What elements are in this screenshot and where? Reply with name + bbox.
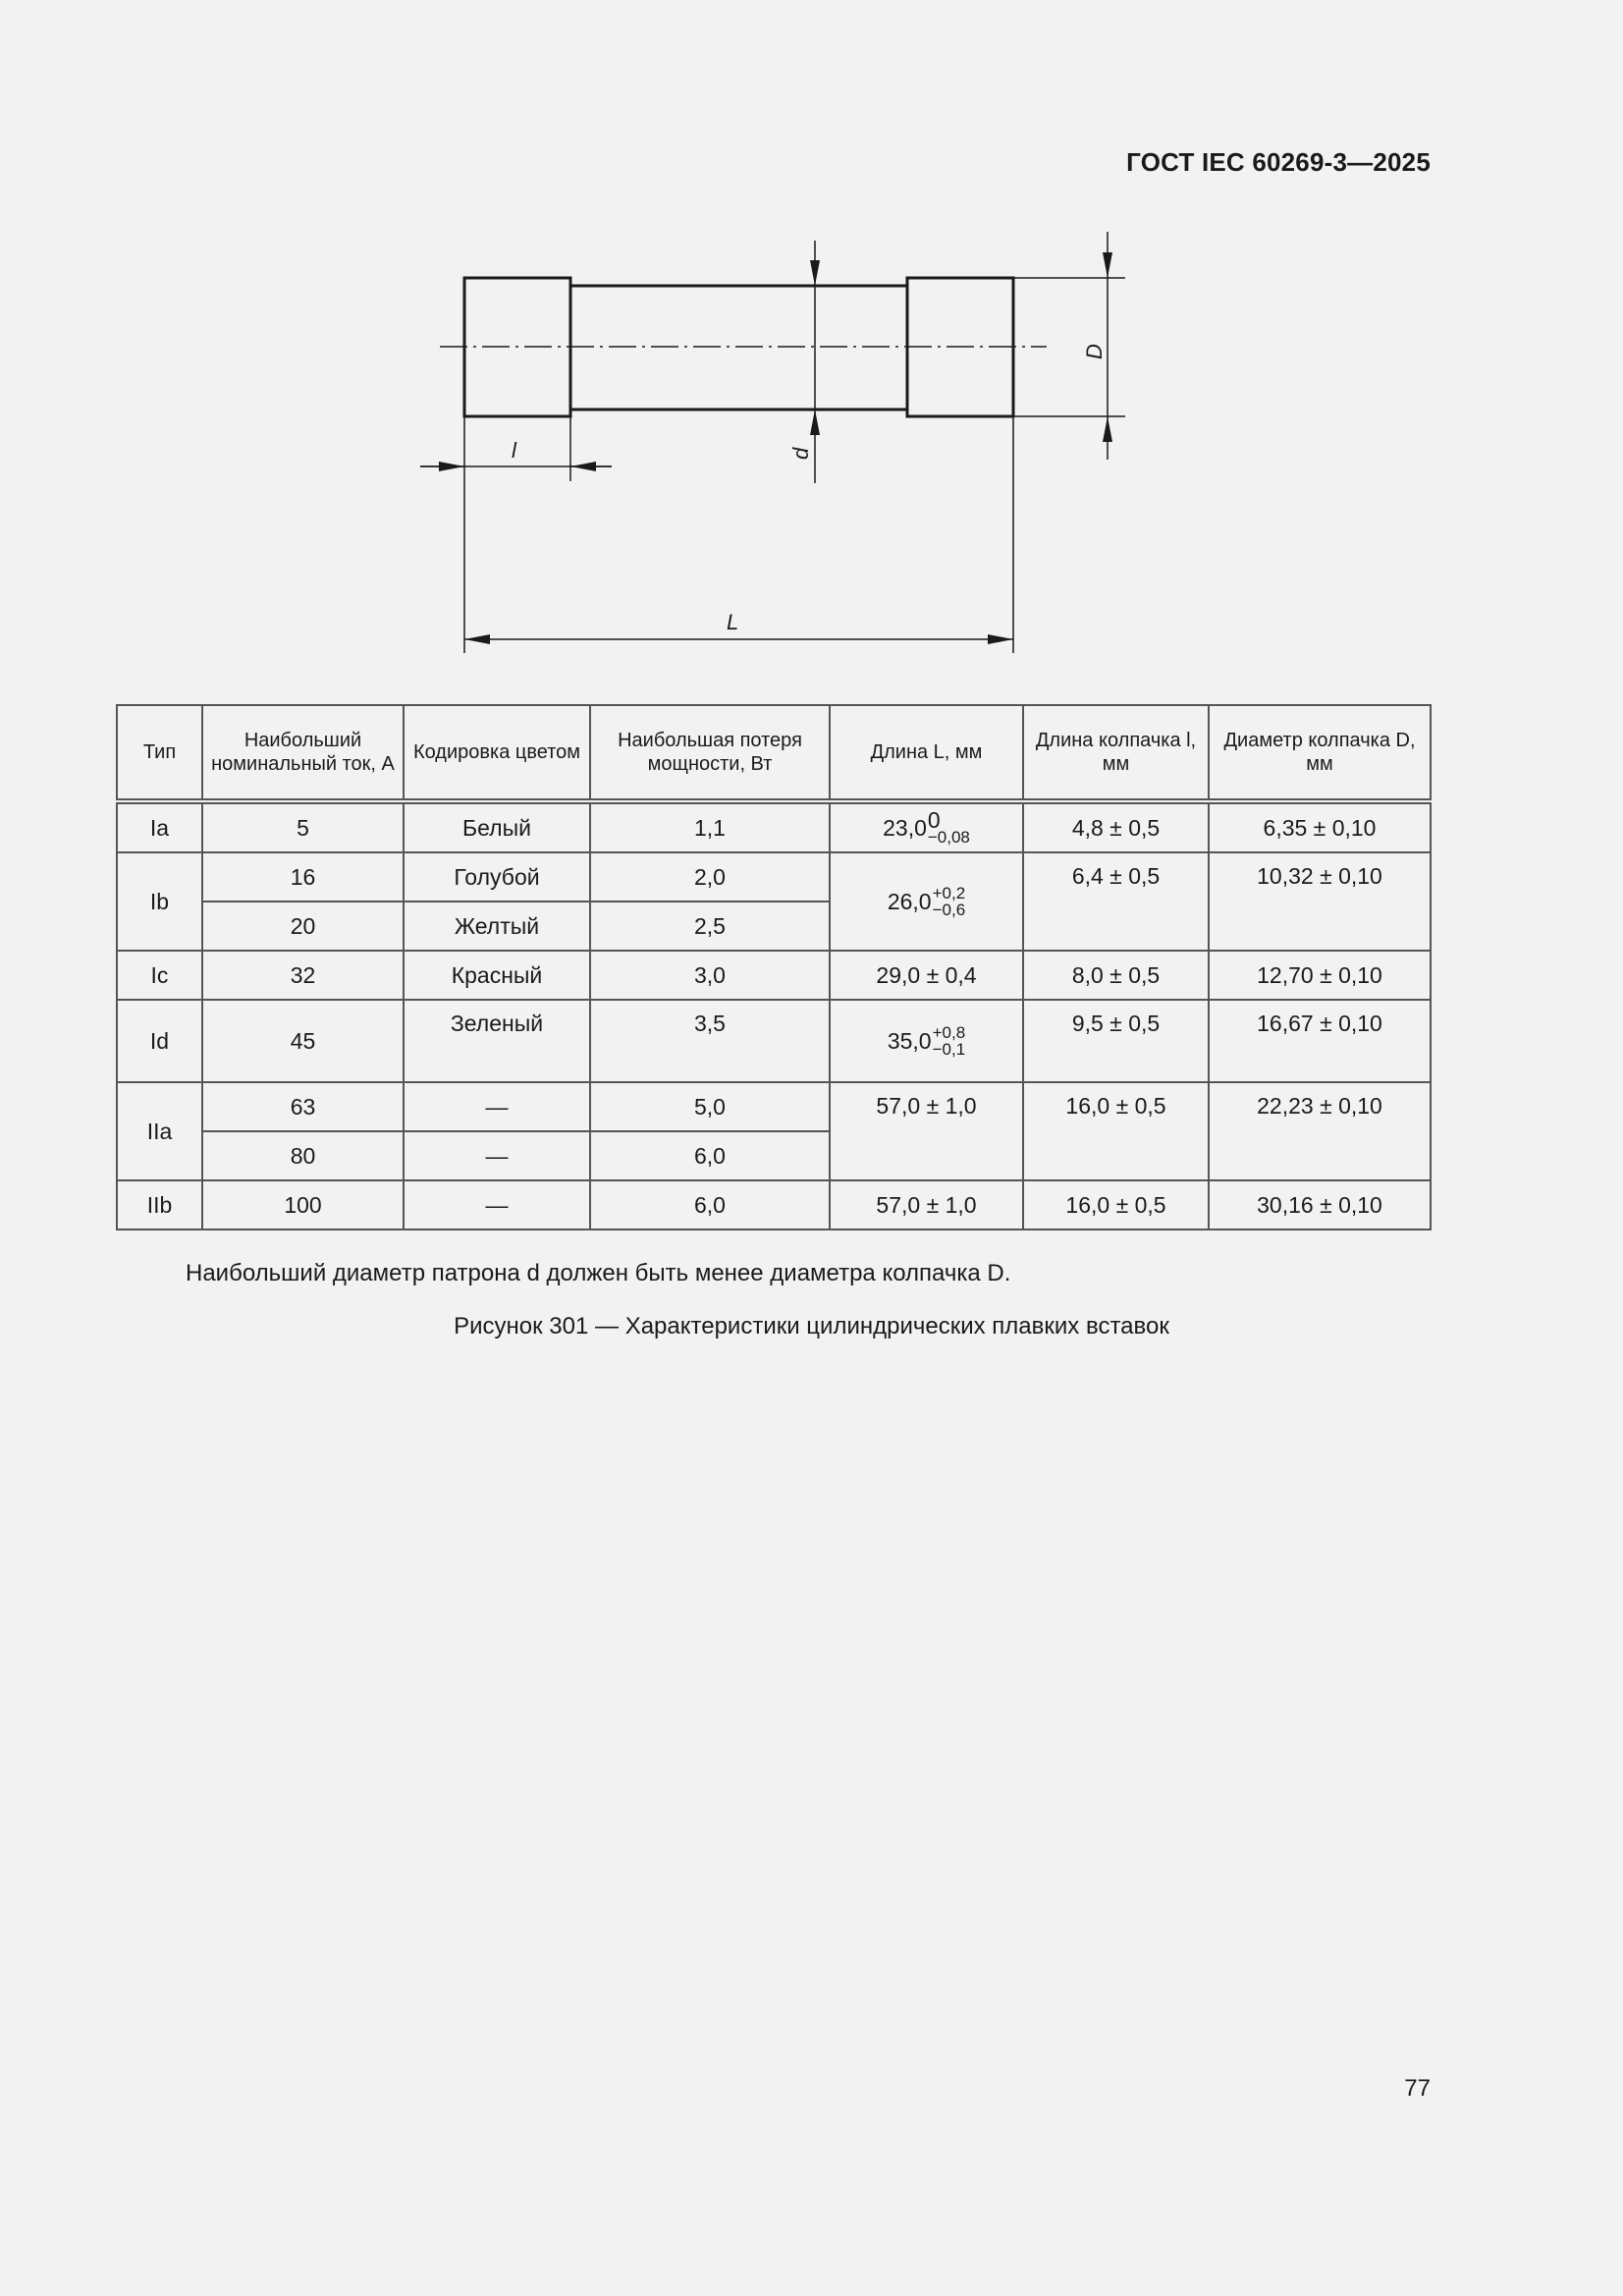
cell-length: 57,0 ± 1,0 <box>830 1082 1023 1180</box>
table-row <box>117 1180 1431 1230</box>
cell-power: 2,0 <box>590 852 830 902</box>
label-l: l <box>512 438 516 463</box>
header-length: Длина L, мм <box>830 705 1023 801</box>
cell-color: Желтый <box>404 902 590 951</box>
cell-power: 3,0 <box>590 951 830 1000</box>
cell-cap-diameter: 10,32 ± 0,10 <box>1209 852 1431 951</box>
header-cap-diameter: Диаметр колпачка D, мм <box>1209 705 1431 801</box>
cell-cap-diameter: 6,35 ± 0,10 <box>1209 801 1431 852</box>
cell-length <box>830 801 1023 852</box>
header-cap-length: Длина колпачка l, мм <box>1023 705 1209 801</box>
cell-current: 5 <box>202 801 404 852</box>
cell-power: 3,5 <box>590 1000 830 1082</box>
cell-cap-length: 16,0 ± 0,5 <box>1023 1082 1209 1180</box>
cell-power: 2,5 <box>590 902 830 951</box>
cell-cap-diameter: 16,67 ± 0,10 <box>1209 1000 1431 1082</box>
length-upper: +0,8 <box>932 1023 966 1042</box>
cell-length: 57,0 ± 1,0 <box>830 1180 1023 1230</box>
cell-power: 6,0 <box>590 1180 830 1230</box>
cell-cap-diameter: 12,70 ± 0,10 <box>1209 951 1431 1000</box>
cell-type: Ia <box>117 801 202 852</box>
page-number: 77 <box>1404 2075 1431 2102</box>
length-base: 35,0 <box>887 1027 932 1054</box>
table-row <box>117 951 1431 1000</box>
cell-current: 45 <box>202 1000 404 1082</box>
cell-length <box>830 852 1023 951</box>
length-upper: 0 <box>927 806 941 833</box>
cell-length <box>830 1000 1023 1082</box>
cell-color: — <box>404 1131 590 1180</box>
fuse-drawing <box>0 0 1623 687</box>
length-lower: −0,6 <box>932 901 966 919</box>
cell-current: 32 <box>202 951 404 1000</box>
length-base: 23,0 <box>883 814 927 841</box>
document-code: ГОСТ IEC 60269-3—2025 <box>1126 147 1431 177</box>
cell-cap-length: 4,8 ± 0,5 <box>1023 801 1209 852</box>
cell-current: 63 <box>202 1082 404 1131</box>
cell-cap-length: 6,4 ± 0,5 <box>1023 852 1209 951</box>
cell-cap-length: 8,0 ± 0,5 <box>1023 951 1209 1000</box>
table-header-row <box>117 705 1431 801</box>
cell-power: 1,1 <box>590 801 830 852</box>
cell-current: 100 <box>202 1180 404 1230</box>
table-row <box>117 852 1431 902</box>
cell-power: 6,0 <box>590 1131 830 1180</box>
cell-color: — <box>404 1082 590 1131</box>
cell-type: IIb <box>117 1180 202 1230</box>
length-upper: +0,2 <box>932 884 966 902</box>
figure-note: Наибольший диаметр патрона d должен быть менее диаметра колпачка D. <box>186 1260 1011 1286</box>
cell-color: Зеленый <box>404 1000 590 1082</box>
table-row <box>117 1082 1431 1131</box>
cell-type: Id <box>117 1000 202 1082</box>
header-power: Наибольшая потеря мощности, Вт <box>590 705 830 801</box>
cell-color: Красный <box>404 951 590 1000</box>
cell-power: 5,0 <box>590 1082 830 1131</box>
cell-cap-length: 16,0 ± 0,5 <box>1023 1180 1209 1230</box>
label-L: L <box>727 610 739 634</box>
table-row <box>117 1000 1431 1082</box>
cell-current: 80 <box>202 1131 404 1180</box>
header-type: Тип <box>117 705 202 801</box>
cell-cap-length: 9,5 ± 0,5 <box>1023 1000 1209 1082</box>
length-base: 26,0 <box>887 888 932 914</box>
header-current: Наибольший номинальный ток, А <box>202 705 404 801</box>
label-d: d <box>788 447 813 460</box>
cell-cap-diameter: 22,23 ± 0,10 <box>1209 1082 1431 1180</box>
length-lower: −0,08 <box>927 827 970 847</box>
cell-type: IIa <box>117 1082 202 1180</box>
cell-length: 29,0 ± 0,4 <box>830 951 1023 1000</box>
cartridge-body <box>570 286 907 410</box>
cell-current: 20 <box>202 902 404 951</box>
cell-cap-diameter: 30,16 ± 0,10 <box>1209 1180 1431 1230</box>
cell-color: — <box>404 1180 590 1230</box>
figure-caption: Рисунок 301 — Характеристики цилиндрических плавких вставок <box>454 1313 1169 1339</box>
cell-color: Голубой <box>404 852 590 902</box>
cell-current: 16 <box>202 852 404 902</box>
cell-type: Ic <box>117 951 202 1000</box>
label-D: D <box>1082 344 1107 359</box>
header-color: Кодировка цветом <box>404 705 590 801</box>
length-lower: −0,1 <box>932 1040 966 1059</box>
table-row <box>117 801 1431 852</box>
fuse-characteristics-table <box>116 704 1432 1230</box>
cell-color: Белый <box>404 801 590 852</box>
cell-type: Ib <box>117 852 202 951</box>
